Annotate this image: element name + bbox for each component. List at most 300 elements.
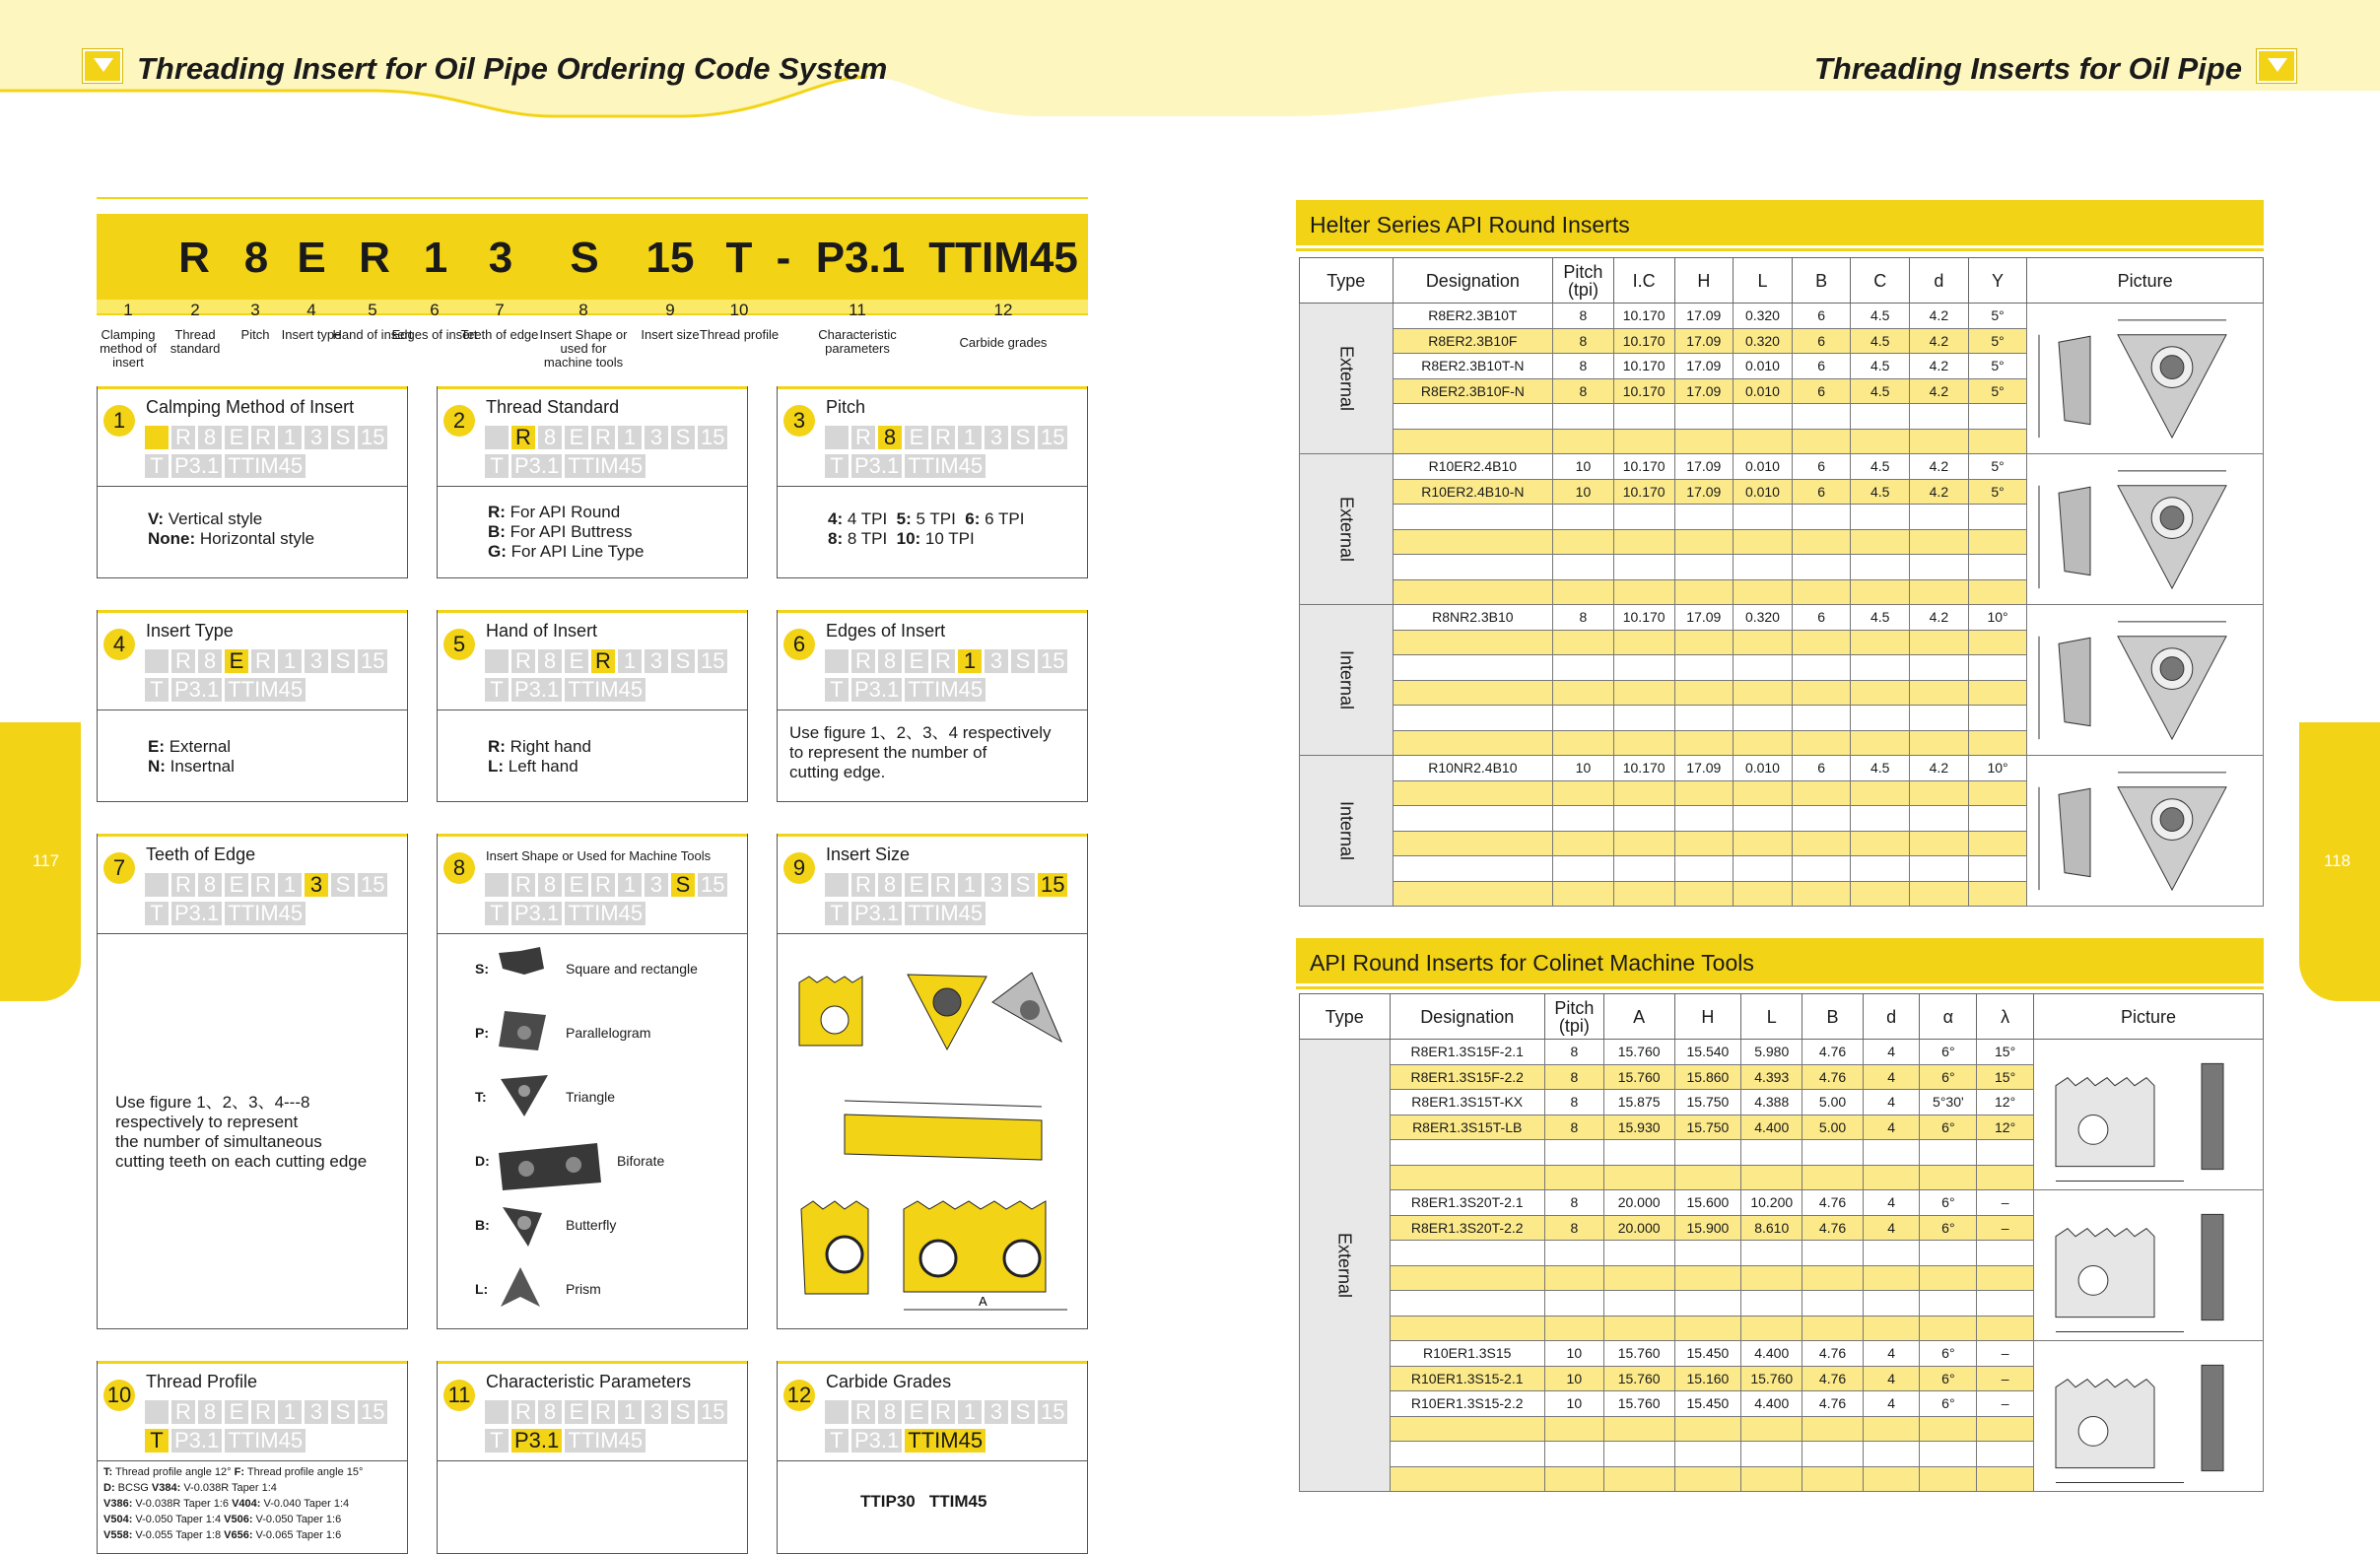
code-cell: R [251, 649, 275, 673]
table-cell [1968, 579, 2027, 605]
table-cell [1613, 429, 1674, 454]
table-cell: 4.5 [1851, 328, 1910, 354]
code-box-10 [97, 1361, 408, 1554]
code-cell: TTIM45 [565, 678, 646, 702]
table-cell [1553, 780, 1614, 806]
code-cell: 1 [278, 873, 302, 897]
code-cell: 8 [878, 873, 902, 897]
table-header: Designation [1390, 994, 1544, 1040]
code-cell: E [905, 426, 928, 449]
box-header [778, 611, 1087, 710]
table-cell [1393, 806, 1552, 832]
code-cell: 3 [645, 873, 668, 897]
code-char: P3.1 [815, 234, 906, 282]
box-title: Carbide Grades [826, 1372, 952, 1391]
shape-label: Butterfly [566, 1217, 617, 1233]
code-cell: R [591, 649, 615, 673]
table-cell: 6° [1920, 1190, 1977, 1216]
code-cell: 1 [958, 426, 982, 449]
table-cell [1792, 730, 1851, 756]
code-char: 1 [423, 234, 448, 282]
code-position-number: 7 [495, 301, 505, 319]
table-cell [1393, 579, 1552, 605]
table-cell [1674, 1165, 1741, 1190]
table-header: H [1674, 258, 1734, 304]
code-cell: S [331, 426, 355, 449]
table-cell [1613, 630, 1674, 655]
box-body [98, 1462, 407, 1553]
box-title: Thread Profile [146, 1372, 258, 1391]
table-cell: 15.450 [1674, 1341, 1741, 1367]
box-body [438, 711, 747, 801]
table-cell: 10.170 [1613, 454, 1674, 480]
table-cell [1674, 780, 1734, 806]
table-cell [1553, 856, 1614, 882]
code-cells-row1 [145, 426, 387, 449]
table-cell [1792, 881, 1851, 907]
table-cell [1734, 680, 1793, 706]
table-cell [1792, 680, 1851, 706]
code-cells-row2 [825, 678, 986, 702]
code-position-number: 2 [190, 301, 200, 319]
box-body [438, 1462, 747, 1553]
table-cell [1674, 1140, 1741, 1166]
code-cell: E [225, 1400, 248, 1424]
table-cell: 15.450 [1674, 1391, 1741, 1417]
code-cell: R [851, 426, 875, 449]
table-cell: 6° [1920, 1366, 1977, 1391]
code-cell [825, 1400, 849, 1424]
code-cell: 1 [958, 649, 982, 673]
table-cell [1544, 1291, 1603, 1317]
table-header: I.C [1613, 258, 1674, 304]
table-cell [1792, 806, 1851, 832]
table-header: Y [1968, 258, 2027, 304]
table-cell [1802, 1140, 1864, 1166]
table-cell: 4.76 [1802, 1366, 1864, 1391]
code-cell: 8 [198, 873, 222, 897]
box-title: Thread Standard [486, 397, 620, 417]
code-cells-row2 [145, 902, 306, 925]
table-cell: R8ER1.3S15T-KX [1390, 1090, 1544, 1115]
table-cell: 8 [1553, 605, 1614, 631]
code-cell: R [251, 426, 275, 449]
code-cell: 15 [1038, 426, 1067, 449]
table-cell [1674, 529, 1734, 555]
table-cell: 5.980 [1741, 1040, 1802, 1065]
code-position-label: Hand of insert [332, 327, 413, 342]
table-cell [1390, 1416, 1544, 1442]
table-cell: 15.760 [1603, 1040, 1674, 1065]
table-cell: R10NR2.4B10 [1393, 756, 1552, 781]
table-cell: 4.388 [1741, 1090, 1802, 1115]
code-cell: E [565, 426, 588, 449]
table-cell [1851, 856, 1910, 882]
table-cell [1734, 630, 1793, 655]
box-header [98, 1362, 407, 1461]
table-header: H [1674, 994, 1741, 1040]
box-number-circle: 2 [443, 405, 475, 437]
table-cell [1792, 655, 1851, 681]
code-box-1 [97, 386, 408, 578]
table-cell [1734, 505, 1793, 530]
code-cell: R [171, 426, 195, 449]
code-cell: 3 [985, 873, 1008, 897]
table-cell: 15.540 [1674, 1040, 1741, 1065]
table-cell [1553, 579, 1614, 605]
code-box-4 [97, 610, 408, 802]
table-cell [1603, 1165, 1674, 1190]
table-cell [1851, 881, 1910, 907]
box-body [438, 935, 747, 1328]
code-position-label: Thread profile [699, 327, 780, 342]
table-cell [1910, 579, 1969, 605]
code-cells-row1 [145, 649, 387, 673]
code-position-number: 4 [306, 301, 316, 319]
table-cell: R10ER2.4B10-N [1393, 479, 1552, 505]
table-cell: – [1977, 1341, 2034, 1367]
code-box-7 [97, 834, 408, 1329]
table-cell [1613, 655, 1674, 681]
table-header: L [1741, 994, 1802, 1040]
code-cell: 8 [538, 873, 562, 897]
code-cell: E [905, 649, 928, 673]
code-position-number: 5 [368, 301, 377, 319]
box-title: Pitch [826, 397, 866, 417]
table-cell: – [1977, 1215, 2034, 1241]
code-position-number: 12 [993, 301, 1013, 319]
table-cell [1851, 404, 1910, 430]
code-cells-row1 [825, 873, 1067, 897]
table-cell [1910, 555, 1969, 580]
table-cell: 6 [1792, 454, 1851, 480]
table-cell: 15° [1977, 1064, 2034, 1090]
code-cell: P3.1 [851, 902, 902, 925]
table-cell [1390, 1265, 1544, 1291]
table-cell: 6 [1792, 378, 1851, 404]
insert-diagram [2033, 1040, 2263, 1190]
table-cell: 4.5 [1851, 304, 1910, 329]
table-cell: R8ER2.3B10F [1393, 328, 1552, 354]
code-cell: R [851, 1400, 875, 1424]
code-cell: R [591, 1400, 615, 1424]
table-cell [1603, 1466, 1674, 1492]
box-title: Insert Shape or Used for Machine Tools [486, 848, 712, 863]
code-cell: TTIM45 [565, 454, 646, 478]
code-cell: R [171, 1400, 195, 1424]
code-cells-row1 [485, 426, 727, 449]
table-cell: 8 [1544, 1040, 1603, 1065]
table-cell [1851, 429, 1910, 454]
table-cell: 15.600 [1674, 1190, 1741, 1216]
code-cell [145, 873, 169, 897]
code-cell: S [331, 649, 355, 673]
shape-key: T: [475, 1089, 487, 1105]
table-cell [1802, 1241, 1864, 1266]
table-cell [1674, 1316, 1741, 1341]
left-header-title: Threading Insert for Oil Pipe Ordering Code System [137, 51, 888, 86]
code-cell: T [485, 1429, 509, 1453]
code-cell: T [485, 454, 509, 478]
code-cell: P3.1 [511, 1429, 562, 1453]
table-cell: 17.09 [1674, 756, 1734, 781]
shape-icon [499, 1139, 607, 1194]
table-cell: 12° [1977, 1090, 2034, 1115]
table-cell: R8ER2.3B10T [1393, 304, 1552, 329]
box-text: E: External N: Insertnal [148, 737, 235, 776]
box-text: Use figure 1、2、3、4---8 respectively to represent the number of simultaneous cutting teeth on each cutting edge [115, 1093, 368, 1171]
table-cell [1393, 555, 1552, 580]
table-cell [1851, 505, 1910, 530]
right-header-title: Threading Inserts for Oil Pipe [1813, 51, 2242, 86]
table-header: C [1851, 258, 1910, 304]
table-cell [1802, 1466, 1864, 1492]
table-cell [1393, 505, 1552, 530]
table-cell [1863, 1140, 1920, 1166]
code-cell: R [851, 649, 875, 673]
table-cell [1910, 780, 1969, 806]
table-cell [1792, 856, 1851, 882]
box-text: V: Vertical style None: Horizontal style [148, 509, 315, 548]
table-cell: 15.760 [1603, 1366, 1674, 1391]
table-cell: R10ER1.3S15-2.1 [1390, 1366, 1544, 1391]
table-cell [1792, 579, 1851, 605]
table-cell: R10ER2.4B10 [1393, 454, 1552, 480]
table-cell [1603, 1442, 1674, 1467]
table-cell [1863, 1442, 1920, 1467]
insert-diagram [2027, 454, 2264, 605]
box-title: Teeth of Edge [146, 845, 256, 864]
table-cell: 15.860 [1674, 1064, 1741, 1090]
table-cell [1393, 655, 1552, 681]
table-cell [1393, 429, 1552, 454]
code-cell [145, 1400, 169, 1424]
code-cell: R [251, 1400, 275, 1424]
code-cell: P3.1 [511, 454, 562, 478]
table-cell [1968, 429, 2027, 454]
table-cell: R8ER1.3S20T-2.1 [1390, 1190, 1544, 1216]
table-cell [1553, 881, 1614, 907]
table-cell [1910, 856, 1969, 882]
table-cell: 5° [1968, 304, 2027, 329]
table-cell: 4.2 [1910, 605, 1969, 631]
code-cell: S [331, 1400, 355, 1424]
table-cell [1802, 1416, 1864, 1442]
table-cell [1741, 1442, 1802, 1467]
code-top-rule [97, 197, 1088, 199]
table-cell [1792, 706, 1851, 731]
table-cell: 4 [1863, 1190, 1920, 1216]
table-cell: 6 [1792, 756, 1851, 781]
table-cell [1734, 806, 1793, 832]
code-cell: P3.1 [171, 454, 222, 478]
table-cell: 4.5 [1851, 756, 1910, 781]
table-cell: R8ER2.3B10F-N [1393, 378, 1552, 404]
table-cell: 0.320 [1734, 328, 1793, 354]
code-cell: 8 [878, 426, 902, 449]
table-cell [1910, 429, 1969, 454]
table-cell [1393, 630, 1552, 655]
table-cell [1920, 1442, 1977, 1467]
table-cell [1851, 730, 1910, 756]
code-cell [485, 426, 509, 449]
table-cell: 4.2 [1910, 756, 1969, 781]
table-cell: 4.76 [1802, 1190, 1864, 1216]
code-cell: 1 [958, 873, 982, 897]
code-cell: 8 [538, 649, 562, 673]
table-cell [1613, 529, 1674, 555]
table-cell [1910, 831, 1969, 856]
table-cell: 6° [1920, 1115, 1977, 1140]
table-cell [1613, 806, 1674, 832]
code-cell: 15 [698, 649, 727, 673]
table-cell: 4.393 [1741, 1064, 1802, 1090]
box-body [778, 1462, 1087, 1553]
code-cell [485, 649, 509, 673]
table-cell [1544, 1442, 1603, 1467]
table-cell [1390, 1442, 1544, 1467]
table-cell [1792, 630, 1851, 655]
table-cell [1968, 706, 2027, 731]
code-cell: R [931, 1400, 955, 1424]
table-cell: 20.000 [1603, 1190, 1674, 1216]
table-cell: 6 [1792, 605, 1851, 631]
table-cell [1734, 429, 1793, 454]
box-body [778, 488, 1087, 577]
box-body [98, 711, 407, 801]
code-cell: E [565, 873, 588, 897]
code-position-label: Clamping method of insert [100, 327, 157, 370]
table-cell [1553, 630, 1614, 655]
box-number-circle: 12 [783, 1380, 815, 1411]
table-header: Picture [2027, 258, 2264, 304]
code-cell: S [331, 873, 355, 897]
table-header: Type [1300, 994, 1391, 1040]
table-cell [1390, 1165, 1544, 1190]
code-cell: 3 [645, 1400, 668, 1424]
table-header: B [1792, 258, 1851, 304]
table-cell [1393, 881, 1552, 907]
table-cell [1910, 529, 1969, 555]
table-cell: 4.5 [1851, 378, 1910, 404]
table-cell: – [1977, 1366, 2034, 1391]
table-cell [1734, 881, 1793, 907]
shape-label: Prism [566, 1281, 601, 1297]
box-text: R: For API Round B: For API Buttress G: For API Line Type [488, 503, 645, 561]
table-cell [1863, 1241, 1920, 1266]
table-cell [1968, 555, 2027, 580]
table-cell [1734, 655, 1793, 681]
code-cell: TTIM45 [905, 454, 986, 478]
table-cell [1603, 1416, 1674, 1442]
code-cell: TTIM45 [225, 454, 306, 478]
table-cell: 15.750 [1674, 1090, 1741, 1115]
box-title: Characteristic Parameters [486, 1372, 692, 1391]
table-cell [1613, 780, 1674, 806]
code-cells-row2 [145, 1429, 306, 1453]
code-cell: P3.1 [171, 678, 222, 702]
table-cell [1734, 555, 1793, 580]
code-cell: T [485, 902, 509, 925]
insert-diagram [2033, 1341, 2263, 1492]
table-cell [1393, 831, 1552, 856]
box-body [98, 488, 407, 577]
table-cell [1741, 1140, 1802, 1166]
table-cell [1741, 1416, 1802, 1442]
table-cell [1863, 1316, 1920, 1341]
code-cell [145, 649, 169, 673]
table-cell [1910, 706, 1969, 731]
table-cell [1741, 1241, 1802, 1266]
table-row [1300, 1190, 2264, 1216]
code-cell: 3 [645, 649, 668, 673]
table-cell: 6° [1920, 1040, 1977, 1065]
code-cell: E [225, 873, 248, 897]
table-cell [1734, 706, 1793, 731]
table-cell [1613, 856, 1674, 882]
code-cell: 1 [618, 426, 642, 449]
code-cell: T [825, 1429, 849, 1453]
table-cell: 15.760 [1741, 1366, 1802, 1391]
table-cell: 4 [1863, 1115, 1920, 1140]
code-cells-row1 [485, 1400, 727, 1424]
table-row [1300, 1040, 2264, 1065]
table-cell [1802, 1265, 1864, 1291]
table-cell: 4.400 [1741, 1115, 1802, 1140]
code-cell: 3 [305, 649, 328, 673]
code-char: E [297, 234, 326, 282]
code-cells-row2 [485, 1429, 646, 1453]
table-cell: R8ER1.3S15T-LB [1390, 1115, 1544, 1140]
table-cell [1553, 505, 1614, 530]
table-cell [1613, 404, 1674, 430]
table-cell [1553, 831, 1614, 856]
table-cell [1390, 1316, 1544, 1341]
table-cell: 5.00 [1802, 1090, 1864, 1115]
table-cell [1734, 831, 1793, 856]
table-cell [1390, 1291, 1544, 1317]
table-cell: 0.320 [1734, 605, 1793, 631]
code-cell: 3 [985, 426, 1008, 449]
table-cell [1920, 1265, 1977, 1291]
table-cell: 6 [1792, 304, 1851, 329]
code-cell: E [905, 1400, 928, 1424]
code-cell [485, 873, 509, 897]
table-cell: 4.400 [1741, 1391, 1802, 1417]
code-cell: R [171, 649, 195, 673]
code-char: R [359, 234, 390, 282]
table-cell: 4.2 [1910, 454, 1969, 480]
table-cell [1553, 404, 1614, 430]
insert-size-figures [785, 963, 1081, 1327]
table-cell [1851, 680, 1910, 706]
code-cell: 15 [1038, 1400, 1067, 1424]
table-cell: 0.010 [1734, 479, 1793, 505]
code-cell: 15 [698, 1400, 727, 1424]
box-number-circle: 5 [443, 629, 475, 660]
brand-logo-right [2257, 49, 2296, 83]
table-cell [1674, 429, 1734, 454]
table-header: Picture [2033, 994, 2263, 1040]
svg-text:A: A [979, 1294, 987, 1309]
box-title: Insert Size [826, 845, 911, 864]
table-cell [1734, 579, 1793, 605]
code-char: 8 [243, 234, 269, 282]
box-header [438, 387, 747, 487]
code-position-label: Insert Shape or used for machine tools [539, 327, 628, 370]
code-cell: R [931, 426, 955, 449]
table-cell: 4 [1863, 1040, 1920, 1065]
